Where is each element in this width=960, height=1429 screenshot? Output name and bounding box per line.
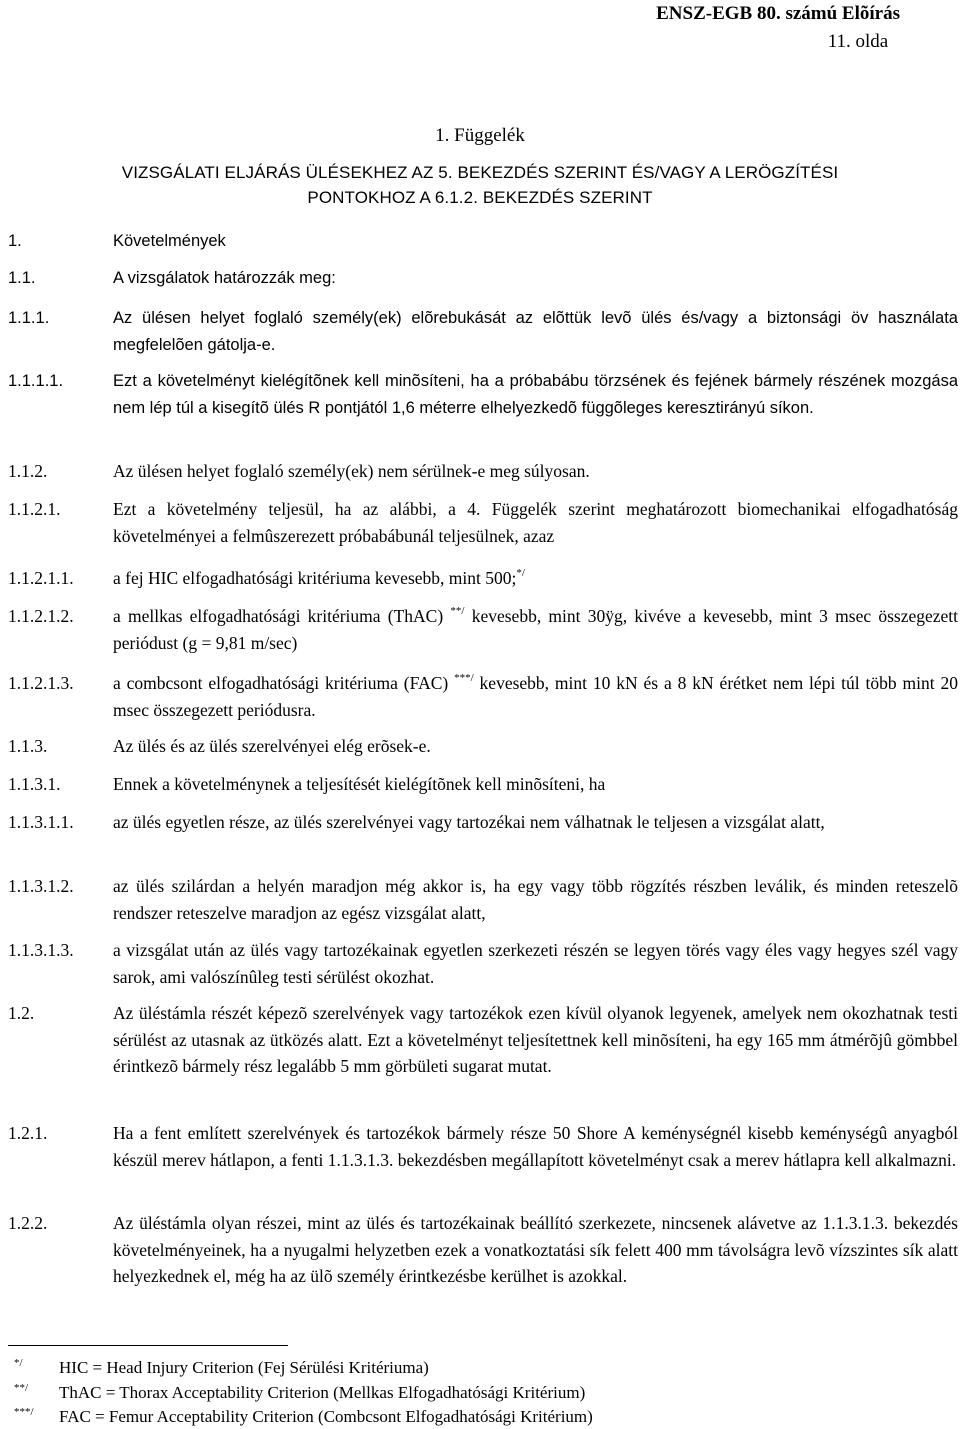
paragraph-number: 1.2.2. — [8, 1213, 48, 1233]
footnote-1: */ HIC = Head Injury Criterion (Fej Sérülési Kritériuma) — [14, 1357, 429, 1377]
paragraph-text: a vizsgálat után az ülés vagy tartozékainak egyetlen szerkezeti részén se legyen törés vagy éles vagy hegyes szél vagy sarok, ami valószínûleg testi sérülést okozhat. — [113, 940, 958, 987]
paragraph-number: 1.1.2.1. — [8, 499, 61, 519]
paragraph-1-1-2 — [8, 458, 958, 485]
footnote-text: ThAC = Thorax Acceptability Criterion (Mellkas Elfogadhatósági Kritérium) — [59, 1383, 586, 1402]
paragraph-number: 1.1.3.1. — [8, 774, 61, 794]
paragraph-1 — [8, 228, 958, 255]
paragraph-number: 1.1.2.1.2. — [8, 606, 74, 626]
annex-label: 1. Függelék — [435, 125, 525, 146]
paragraph-text: az ülés szilárdan a helyén maradjon még akkor is, ha egy vagy több rögzítés részben leválik, és minden reteszelõ rendszer reteszelve maradjon az egész vizsgálat alatt, — [113, 876, 958, 923]
footnote-marker: ***/ — [454, 672, 474, 684]
paragraph-text: Ezt a követelményt kielégítõnek kell minõsíteni, ha a próbabábu törzsének és fejének bármely részének mozgása nem lép túl a kisegítõ ülés R pontjától 1,6 méterre elhelyezkedõ függõleges keresztirányú síkon. — [113, 372, 958, 417]
footnote-marker: */ — [516, 567, 525, 579]
paragraph-text: az ülés egyetlen része, az ülés szerelvényei vagy tartozékai nem válhatnak le teljesen a vizsgálat alatt, — [113, 812, 825, 832]
footnote-text: FAC = Femur Acceptability Criterion (Combcsont Elfogadhatósági Kritérium) — [59, 1407, 593, 1426]
paragraph-text: Az üléstámla olyan részei, mint az ülés és tartozékainak beállító szerkezete, nincsenek alávetve az 1.1.3.1.3. bekezdés követelményeinek, ha a nyugalmi helyzetben ezek a vonatkoztatási sík felett 400 mm távolságra levõ vízszintes sík alatt helyezkednek el, még ha az ülõ személy érintkezésbe kerülhet is azokkal. — [113, 1213, 958, 1286]
footnote-3: ***/ FAC = Femur Acceptability Criterion (Combcsont Elfogadhatósági Kritérium) — [14, 1406, 593, 1426]
paragraph-1-2-2 — [8, 1210, 958, 1290]
paragraph-text: A vizsgálatok határozzák meg: — [113, 269, 336, 287]
paragraph-text: Az ülésen helyet foglaló személy(ek) nem sérülnek-e meg súlyosan. — [113, 461, 590, 481]
footnote-marker: **/ — [450, 605, 465, 617]
paragraph-number: 1.1.3.1.1. — [8, 812, 74, 832]
paragraph-number: 1.1.2. — [8, 461, 48, 481]
paragraph-number: 1.1.3.1.3. — [8, 940, 74, 960]
annex-title-line-2: PONTOKHOZ A 6.1.2. BEKEZDÉS SZERINT — [307, 188, 653, 207]
paragraph-1-2 — [8, 1000, 958, 1080]
paragraph-text: a fej HIC elfogadhatósági kritériuma kevesebb, mint 500; — [113, 568, 517, 588]
paragraph-1-1-1-1 — [8, 368, 958, 421]
paragraph-1-1-2-1-3 — [8, 670, 958, 723]
paragraph-text: Az ülésen helyet foglaló személy(ek) elõrebukását az elõttük levõ ülés és/vagy a biztonsági öv használata megfelelõen gátolja-e. — [113, 309, 958, 354]
paragraph-number: 1.1.1.1. — [8, 372, 64, 390]
paragraph-1-1-3 — [8, 733, 958, 760]
paragraph-1-1-3-1-2 — [8, 873, 958, 926]
paragraph-text-a: a mellkas elfogadhatósági kritériuma (ThAC) — [113, 606, 444, 626]
paragraph-text-a: a combcsont elfogadhatósági kritériuma (FAC) — [113, 673, 449, 693]
document-title: ENSZ-EGB 80. számú Elõírás — [656, 3, 900, 24]
paragraph-number: 1.1.3.1.2. — [8, 876, 74, 896]
paragraph-1-1 — [8, 265, 958, 292]
paragraph-text-b: kevesebb, mint 30ÿg, kivéve a kevesebb, mint 3 msec összegezett periódust (g = 9,81 m/sec) — [113, 606, 959, 653]
paragraph-1-1-3-1 — [8, 771, 958, 798]
footnote-2: **/ ThAC = Thorax Acceptability Criterion (Mellkas Elfogadhatósági Kritérium) — [14, 1382, 586, 1402]
paragraph-number: 1.1. — [8, 269, 36, 287]
paragraph-1-1-3-1-3 — [8, 937, 958, 990]
paragraph-text: Követelmények — [113, 232, 226, 250]
paragraph-1-1-2-1 — [8, 496, 958, 549]
paragraph-text-b: kevesebb, mint 10 kN és a 8 kN érétket nem lépi túl több mint 20 msec összegezett periódusra. — [113, 673, 959, 720]
paragraph-number: 1.1.1. — [8, 309, 50, 327]
paragraph-1-2-1 — [8, 1120, 958, 1173]
paragraph-number: 1. — [8, 232, 22, 250]
footnote-separator — [8, 1345, 288, 1346]
paragraph-text: Az ülés és az ülés szerelvényei elég erõsek-e. — [113, 736, 431, 756]
paragraph-number: 1.1.3. — [8, 736, 48, 756]
paragraph-number: 1.2.1. — [8, 1123, 48, 1143]
paragraph-1-1-2-1-2 — [8, 603, 958, 656]
paragraph-text: Ezt a követelmény teljesül, ha az alábbi, a 4. Függelék szerint meghatározott biomechanikai elfogadhatóság követelményei a felmûszerezett próbabábunál teljesülnek, azaz — [113, 499, 958, 546]
paragraph-1-1-1 — [8, 305, 958, 358]
annex-title — [0, 160, 960, 210]
annex-title-line-1: VIZSGÁLATI ELJÁRÁS ÜLÉSEKHEZ AZ 5. BEKEZDÉS SZERINT ÉS/VAGY A LERÖGZÍTÉSI — [121, 163, 839, 182]
paragraph-1-1-3-1-1 — [8, 809, 958, 836]
paragraph-number: 1.1.2.1.3. — [8, 673, 74, 693]
paragraph-text: Ha a fent említett szerelvények és tartozékok bármely része 50 Shore A keménységnél kisebb keménységû anyagból készül merev hátlapon, a fenti 1.1.3.1.3. bekezdésben megállapított követelményt csak a merev hátlapra kell alkalmazni. — [113, 1123, 958, 1170]
paragraph-text: Az üléstámla részét képezõ szerelvények vagy tartozékok ezen kívül olyanok legyenek, amelyek nem okozhatnak testi sérülést az utasnak az ütközés alatt. Ezt a követelményt teljesítettnek kell minõsíteni, ha egy 165 mm átmérõjû gömbbel érintkezõ bármely rész legalább 5 mm görbületi sugarat mutat. — [113, 1003, 958, 1076]
paragraph-text: Ennek a követelménynek a teljesítését kielégítõnek kell minõsíteni, ha — [113, 774, 606, 794]
paragraph-1-1-2-1-1 — [8, 565, 958, 592]
footnote-text: HIC = Head Injury Criterion (Fej Sérülési Kritériuma) — [59, 1358, 429, 1377]
paragraph-number: 1.2. — [8, 1003, 35, 1023]
paragraph-number: 1.1.2.1.1. — [8, 568, 74, 588]
page-number: 11. olda — [827, 31, 889, 52]
